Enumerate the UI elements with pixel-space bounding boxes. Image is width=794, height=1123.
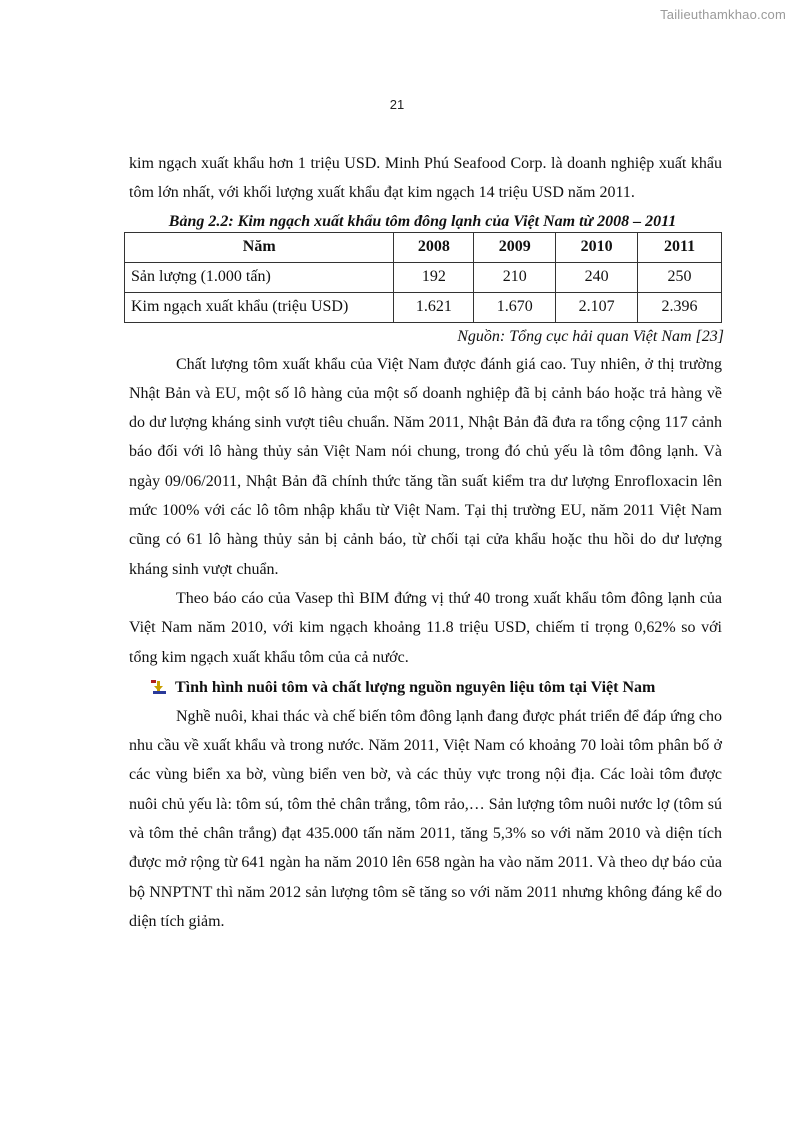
table-cell: 210 [474, 262, 556, 292]
table-cell: 192 [394, 262, 474, 292]
page-number: 21 [389, 97, 405, 112]
farming-paragraph: Nghề nuôi, khai thác và chế biến tôm đông lạnh đang được phát triển để đáp ứng cho nhu cầu về xuất khẩu và trong nước. Năm 2011, Việt Nam có khoảng 70 loài tôm phân bố ở các vùng biển xa bờ, vùng biển ven bờ, và các thủy vực trong nội địa. Các loài tôm được nuôi chủ yếu là: tôm sú, tôm thẻ chân trắng, tôm rảo,… Sản lượng tôm nuôi nước lợ (tôm sú và tôm thẻ chân trắng) đạt 435.000 tấn năm 2011, tăng 5,3% so với năm 2010 và diện tích được mở rộng từ 641 ngàn ha năm 2010 lên 658 ngàn ha vào năm 2011. Và theo dự báo của bộ NNPTNT thì năm 2012 sản lượng tôm sẽ tăng so với năm 2011 nhưng không đáng kể do diện tích giảm. [129, 707, 722, 930]
table-row [125, 292, 722, 322]
table-header-cell: 2009 [474, 232, 556, 262]
table-source: Nguồn: Tổng cục hải quan Việt Nam [23] [457, 327, 724, 345]
table-cell: 240 [556, 262, 638, 292]
document-body [129, 149, 722, 936]
table-row-label: Kim ngạch xuất khẩu (triệu USD) [125, 292, 394, 322]
section-heading [151, 673, 722, 702]
intro-paragraph: kim ngạch xuất khẩu hơn 1 triệu USD. Minh Phú Seafood Corp. là doanh nghiệp xuất khẩu tôm lớn nhất, với khối lượng xuất khẩu đạt kim ngạch 14 triệu USD năm 2011. [129, 155, 722, 202]
table-header-cell: 2011 [638, 232, 722, 262]
table-cell: 2.396 [638, 292, 722, 322]
table-caption: Bảng 2.2: Kim ngạch xuất khẩu tôm đông lạnh của Việt Nam từ 2008 – 2011 [168, 212, 677, 230]
watermark: Tailieuthamkhao.com [660, 7, 786, 22]
table-header-cell: Năm [125, 232, 394, 262]
table-cell: 2.107 [556, 292, 638, 322]
table-header-cell: 2008 [394, 232, 474, 262]
table-row [125, 262, 722, 292]
table-row-label: Sản lượng (1.000 tấn) [125, 262, 394, 292]
table-header-cell: 2010 [556, 232, 638, 262]
section-heading-text: Tình hình nuôi tôm và chất lượng nguồn nguyên liệu tôm tại Việt Nam [175, 678, 656, 696]
quality-paragraph: Chất lượng tôm xuất khẩu của Việt Nam được đánh giá cao. Tuy nhiên, ở thị trường Nhật Bản và EU, một số lô hàng của một số doanh nghiệp đã bị cảnh báo hoặc trả hàng về do dư lượng kháng sinh vượt tiêu chuẩn. Năm 2011, Nhật Bản đã đưa ra tổng cộng 117 cảnh báo đối với lô hàng thủy sản Việt Nam nói chung, trong đó chủ yếu là tôm đông lạnh. Và ngày 09/06/2011, Nhật Bản đã chính thức tăng tần suất kiểm tra dư lượng Enrofloxacin lên mức 100% với các lô tôm nhập khẩu từ Việt Nam. Tại thị trường EU, năm 2011 Việt Nam cũng có 61 lô hàng thủy sản bị cảnh báo, từ chối tại cửa khẩu hoặc thu hồi do dư lượng kháng sinh vượt chuẩn. [129, 355, 722, 578]
table-cell: 1.621 [394, 292, 474, 322]
vasep-paragraph: Theo báo cáo của Vasep thì BIM đứng vị thứ 40 trong xuất khẩu tôm đông lạnh của Việt Nam năm 2010, với kim ngạch khoảng 11.8 triệu USD, chiếm tỉ trọng 0,62% so với tổng kim ngạch xuất khẩu tôm của cả nước. [129, 589, 722, 666]
table-cell: 250 [638, 262, 722, 292]
export-table [124, 232, 722, 323]
table-cell: 1.670 [474, 292, 556, 322]
arrow-bullet-icon [151, 680, 167, 695]
table-header-row [125, 232, 722, 262]
